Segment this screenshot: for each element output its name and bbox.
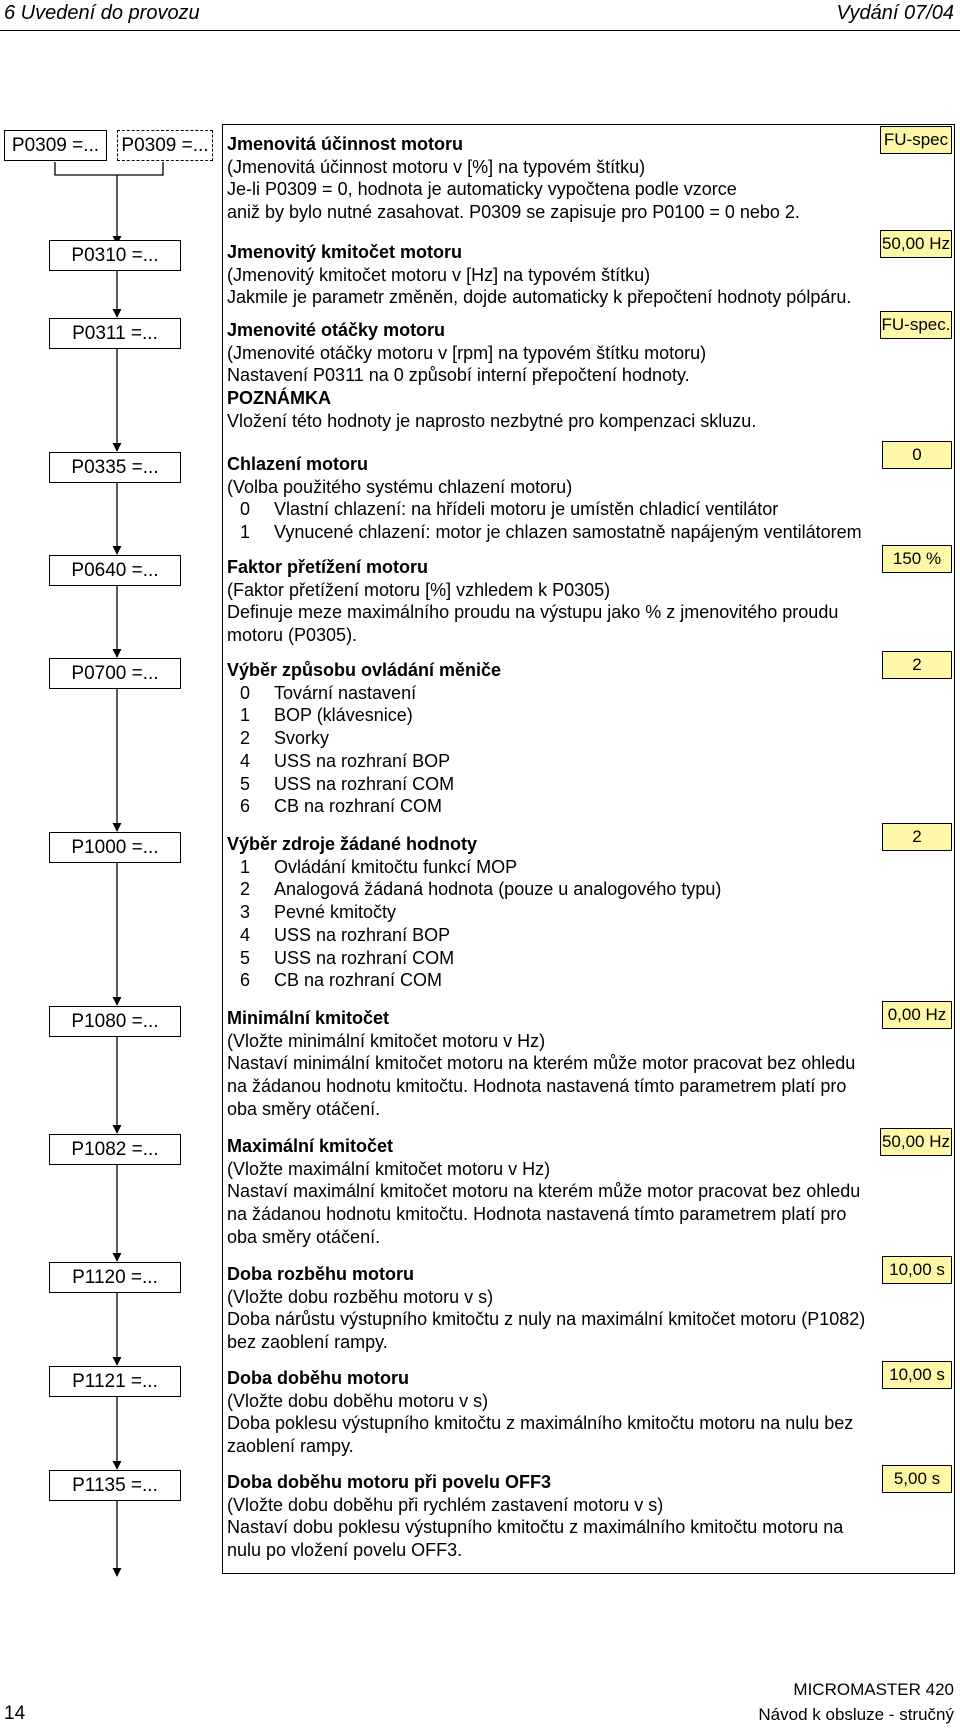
option-key: 6 <box>240 796 251 817</box>
option-row <box>227 773 952 796</box>
param-box: P1082 =... <box>49 1134 181 1165</box>
option-row <box>227 969 952 992</box>
option-row <box>227 856 952 879</box>
section-line: Nastaví maximální kmitočet motoru na kterém může motor pracovat bez ohledu <box>227 1181 861 1202</box>
section-line: Doba poklesu výstupního kmitočtu z maximálního kmitočtu motoru na nulu bez <box>227 1413 854 1434</box>
option-row <box>227 704 952 727</box>
option-key: 4 <box>240 924 251 945</box>
section-title: Jmenovité otáčky motoru <box>227 320 446 340</box>
parameter-section <box>227 234 952 309</box>
option-row <box>227 924 952 947</box>
note-heading: POZNÁMKA <box>227 388 331 409</box>
parameter-section <box>227 445 952 544</box>
section-line: (Jmenovitý kmitočet motoru v [Hz] na typovém štítku) <box>227 264 651 285</box>
section-line: (Vložte dobu rozběhu motoru v s) <box>227 1286 494 1307</box>
header-chapter: 6 Uvedení do provozu <box>4 2 200 24</box>
option-row <box>227 682 952 705</box>
section-title: Doba doběhu motoru při povelu OFF3 <box>227 1472 551 1492</box>
section-line: (Jmenovitá účinnost motoru v [%] na typovém štítku) <box>227 156 646 177</box>
section-line: na žádanou hodnotu kmitočtu. Hodnota nastavená tímto parametrem platí pro <box>227 1204 847 1225</box>
option-label: CB na rozhraní COM <box>274 970 443 991</box>
section-title: Maximální kmitočet <box>227 1136 394 1156</box>
param-box: P0310 =... <box>49 240 181 271</box>
parameter-section <box>227 827 952 992</box>
footer-page-number: 14 <box>4 1703 26 1724</box>
default-value-badge: FU-spec. <box>880 311 952 339</box>
param-box: P1000 =... <box>49 832 181 863</box>
section-line: (Vložte dobu doběhu motoru v s) <box>227 1390 489 1411</box>
param-box: P1120 =... <box>49 1262 181 1293</box>
option-row <box>227 947 952 970</box>
parameter-section <box>227 1471 952 1562</box>
section-line: Nastavení P0311 na 0 způsobí interní přepočtení hodnoty. <box>227 365 690 386</box>
parameter-section <box>227 1260 952 1354</box>
header-edition: Vydání 07/04 <box>836 2 954 24</box>
section-title: Doba rozběhu motoru <box>227 1264 414 1284</box>
parameter-section <box>227 130 952 224</box>
option-label: Pevné kmitočty <box>274 902 397 923</box>
option-key: 5 <box>240 947 251 968</box>
option-label: BOP (klávesnice) <box>274 705 413 726</box>
section-line: zaoblení rampy. <box>227 1436 354 1457</box>
section-title: Faktor přetížení motoru <box>227 557 429 577</box>
default-value-badge: 0 <box>882 441 952 469</box>
option-row <box>227 498 952 521</box>
section-line: nulu po vložení povelu OFF3. <box>227 1540 463 1561</box>
section-line: motoru (P0305). <box>227 625 358 646</box>
option-key: 2 <box>240 728 251 749</box>
section-line: (Volba použitého systému chlazení motoru) <box>227 476 573 497</box>
param-box: P0335 =... <box>49 452 181 483</box>
option-row <box>227 727 952 750</box>
default-value-badge: FU-spec <box>880 126 952 154</box>
footer-product: MICROMASTER 420 <box>793 1680 954 1699</box>
section-line: Nastaví minimální kmitočet motoru na kterém může motor pracovat bez ohledu <box>227 1053 856 1074</box>
section-line: oba směry otáčení. <box>227 1226 381 1247</box>
option-key: 6 <box>240 970 251 991</box>
default-value-badge: 2 <box>882 651 952 679</box>
option-label: CB na rozhraní COM <box>274 796 443 817</box>
section-line: Definuje meze maximálního proudu na výstupu jako % z jmenovitého proudu <box>227 602 839 623</box>
default-value-badge: 50,00 Hz <box>880 230 952 258</box>
parameter-section <box>227 549 952 647</box>
parameter-section <box>227 315 952 433</box>
connector-b <box>117 162 163 175</box>
section-line: (Vložte minimální kmitočet motoru v Hz) <box>227 1030 546 1051</box>
section-title: Chlazení motoru <box>227 454 369 474</box>
option-key: 5 <box>240 773 251 794</box>
option-label: Vlastní chlazení: na hřídeli motoru je umístěn chladicí ventilátor <box>274 499 779 520</box>
param-box: P0700 =... <box>49 658 181 689</box>
param-box: P1121 =... <box>49 1366 181 1397</box>
option-key: 2 <box>240 879 251 900</box>
option-label: USS na rozhraní COM <box>274 947 455 968</box>
option-label: Svorky <box>274 728 330 749</box>
section-title: Jmenovitá účinnost motoru <box>227 134 464 154</box>
option-row <box>227 795 952 818</box>
section-title: Výběr způsobu ovládání měniče <box>227 660 502 680</box>
section-line: (Jmenovité otáčky motoru v [rpm] na typovém štítku motoru) <box>227 342 707 363</box>
option-key: 1 <box>240 522 251 543</box>
param-box-p0309-b: P0309 =... <box>117 130 213 161</box>
option-key: 1 <box>240 856 251 877</box>
default-value-badge: 5,00 s <box>882 1465 952 1493</box>
parameter-section <box>227 1132 952 1249</box>
option-label: Analogová žádaná hodnota (pouze u analogového typu) <box>274 879 722 900</box>
option-label: USS na rozhraní COM <box>274 773 455 794</box>
default-value-badge: 0,00 Hz <box>882 1001 952 1029</box>
param-box-p0309-a: P0309 =... <box>4 130 107 161</box>
note-text: Vložení této hodnoty je naprosto nezbytné pro kompenzaci skluzu. <box>227 410 757 431</box>
option-key: 0 <box>240 682 251 703</box>
option-key: 0 <box>240 499 251 520</box>
section-line: oba směry otáčení. <box>227 1098 381 1119</box>
option-label: USS na rozhraní BOP <box>274 750 451 771</box>
section-line: (Vložte dobu doběhu při rychlém zastavení motoru v s) <box>227 1494 664 1515</box>
footer-doc-title: Návod k obsluze - stručný <box>758 1705 954 1724</box>
section-line: na žádanou hodnotu kmitočtu. Hodnota nastavená tímto parametrem platí pro <box>227 1076 847 1097</box>
default-value-badge: 2 <box>882 823 952 851</box>
option-label: USS na rozhraní BOP <box>274 924 451 945</box>
section-line: (Faktor přetížení motoru [%] vzhledem k P0305) <box>227 579 611 600</box>
option-label: Vynucené chlazení: motor je chlazen samostatně napájeným ventilátorem <box>274 522 862 543</box>
param-box: P0311 =... <box>49 318 181 349</box>
parameter-section <box>227 1367 952 1458</box>
header-rule <box>0 30 960 31</box>
param-box: P1135 =... <box>49 1470 181 1501</box>
section-line: Jakmile je parametr změněn, dojde automaticky k přepočtení hodnoty pólpáru. <box>227 287 852 308</box>
option-label: Tovární nastavení <box>274 682 417 703</box>
default-value-badge: 10,00 s <box>882 1256 952 1284</box>
section-line: aniž by bylo nutné zasahovat. P0309 se zapisuje pro P0100 = 0 nebo 2. <box>227 202 800 223</box>
option-key: 4 <box>240 750 251 771</box>
parameter-section <box>227 1007 952 1121</box>
connector-a <box>55 162 117 175</box>
option-row <box>227 901 952 924</box>
default-value-badge: 150 % <box>882 545 952 573</box>
option-row <box>227 878 952 901</box>
option-key: 3 <box>240 902 251 923</box>
param-box: P1080 =... <box>49 1006 181 1037</box>
param-box: P0640 =... <box>49 555 181 586</box>
default-value-badge: 50,00 Hz <box>880 1128 952 1156</box>
section-line: Je-li P0309 = 0, hodnota je automaticky vypočtena podle vzorce <box>227 179 737 200</box>
section-line: Nastaví dobu poklesu výstupního kmitočtu z maximálního kmitočtu motoru na <box>227 1517 844 1538</box>
section-title: Minimální kmitočet <box>227 1008 390 1028</box>
section-line: bez zaoblení rampy. <box>227 1332 388 1353</box>
parameter-section <box>227 655 952 818</box>
option-row <box>227 750 952 773</box>
option-row <box>227 521 952 544</box>
section-line: Doba nárůstu výstupního kmitočtu z nuly na maximální kmitočet motoru (P1082) <box>227 1309 866 1330</box>
section-title: Doba doběhu motoru <box>227 1368 409 1388</box>
default-value-badge: 10,00 s <box>882 1361 952 1389</box>
option-label: Ovládání kmitočtu funkcí MOP <box>274 856 518 877</box>
section-title: Jmenovitý kmitočet motoru <box>227 242 463 262</box>
option-key: 1 <box>240 705 251 726</box>
section-title: Výběr zdroje žádané hodnoty <box>227 834 478 854</box>
section-line: (Vložte maximální kmitočet motoru v Hz) <box>227 1158 551 1179</box>
